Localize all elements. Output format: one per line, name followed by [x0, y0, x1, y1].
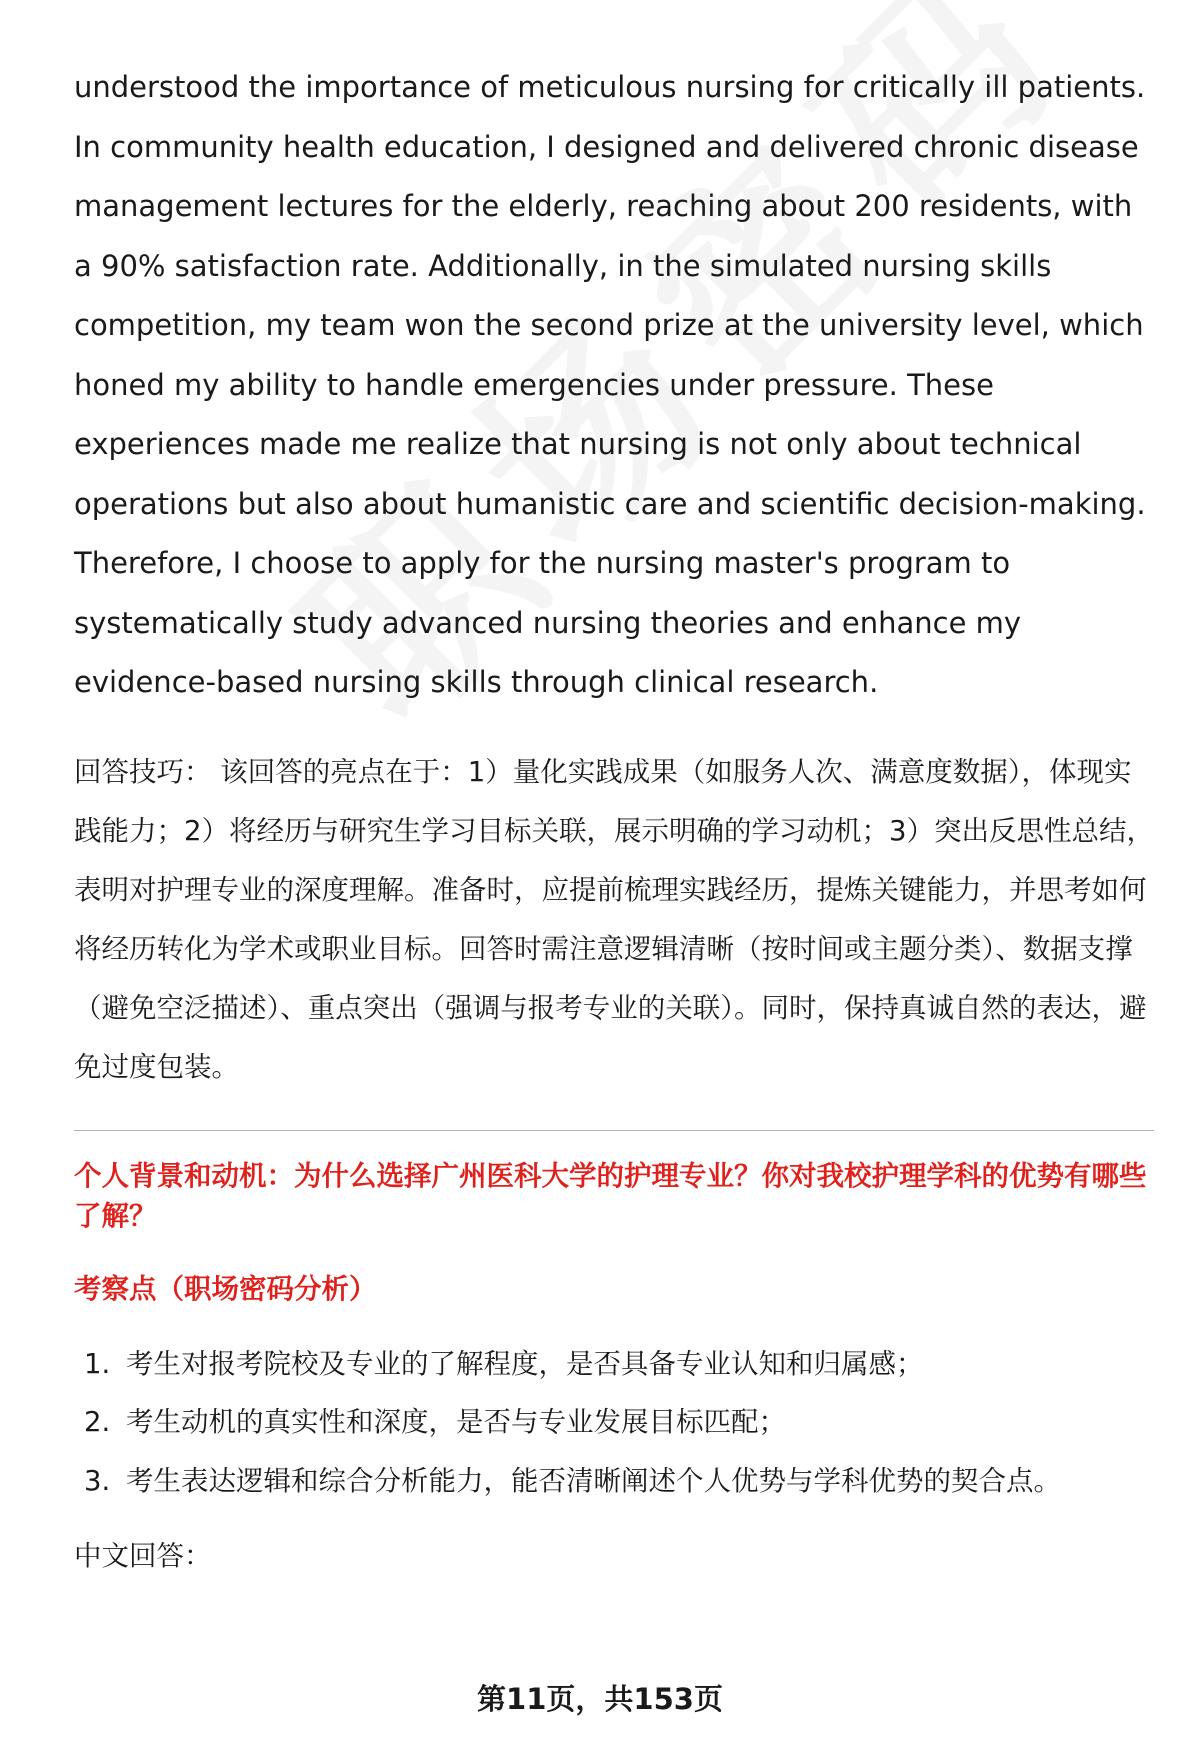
page-content: [74, 58, 1154, 1576]
list-item-text: 考生动机的真实性和深度，是否与专业发展目标匹配；: [126, 1406, 786, 1438]
exam-points-list: [74, 1335, 1154, 1511]
list-item: [74, 1393, 1154, 1452]
list-item: [74, 1335, 1154, 1394]
question-heading: 个人背景和动机：为什么选择广州医科大学的护理专业？你对我校护理学科的优势有哪些了解？: [74, 1159, 1147, 1232]
list-item-number: 2.: [84, 1406, 111, 1438]
list-item-text: 考生对报考院校及专业的了解程度，是否具备专业认知和归属感；: [126, 1347, 924, 1380]
list-item-text: 考生表达逻辑和综合分析能力，能否清晰阐述个人优势与学科优势的契合点。: [126, 1464, 1061, 1497]
list-item-number: 1.: [84, 1347, 111, 1380]
chinese-answer-label: 中文回答：: [74, 1540, 212, 1572]
page-number: 第11页，共153页: [477, 1682, 723, 1716]
list-item-number: 3.: [84, 1464, 111, 1497]
essay-paragraph: understood the importance of meticulous nursing for critically ill patients. In community health education, I designed and delivered chronic disease management lectures for the elderly, reaching about 200 residents, with a 90% satisfaction rate. Additionally, in the simulated nursing skills competition, my team won the second prize at the university level, which honed my ability to handle emergencies under pressure. These experiences made me realize that nursing is not only about technical operations but also about humanistic care and scientific decision-making. Therefore, I choose to apply for the nursing master's program to systematically study advanced nursing theories and enhance my evidence-based nursing skills through clinical research.: [74, 70, 1146, 699]
list-item: [74, 1452, 1154, 1511]
answer-tips: 回答技巧： 该回答的亮点在于：1）量化实践成果（如服务人次、满意度数据），体现实践能力；2）将经历与研究生学习目标关联，展示明确的学习动机；3）突出反思性总结，表明对护理专业的深度理解。准备时，应提前梳理实践经历，提炼关键能力，并思考如何将经历转化为学术或职业目标。回答时需注意逻辑清晰（按时间或主题分类）、数据支撑（避免空泛描述）、重点突出（强调与报考专业的关联）。同时，保持真诚自然的表达，避免过度包装。: [74, 755, 1154, 1083]
exam-points-title: 考察点（职场密码分析）: [74, 1272, 377, 1305]
section-divider: [74, 1130, 1154, 1131]
